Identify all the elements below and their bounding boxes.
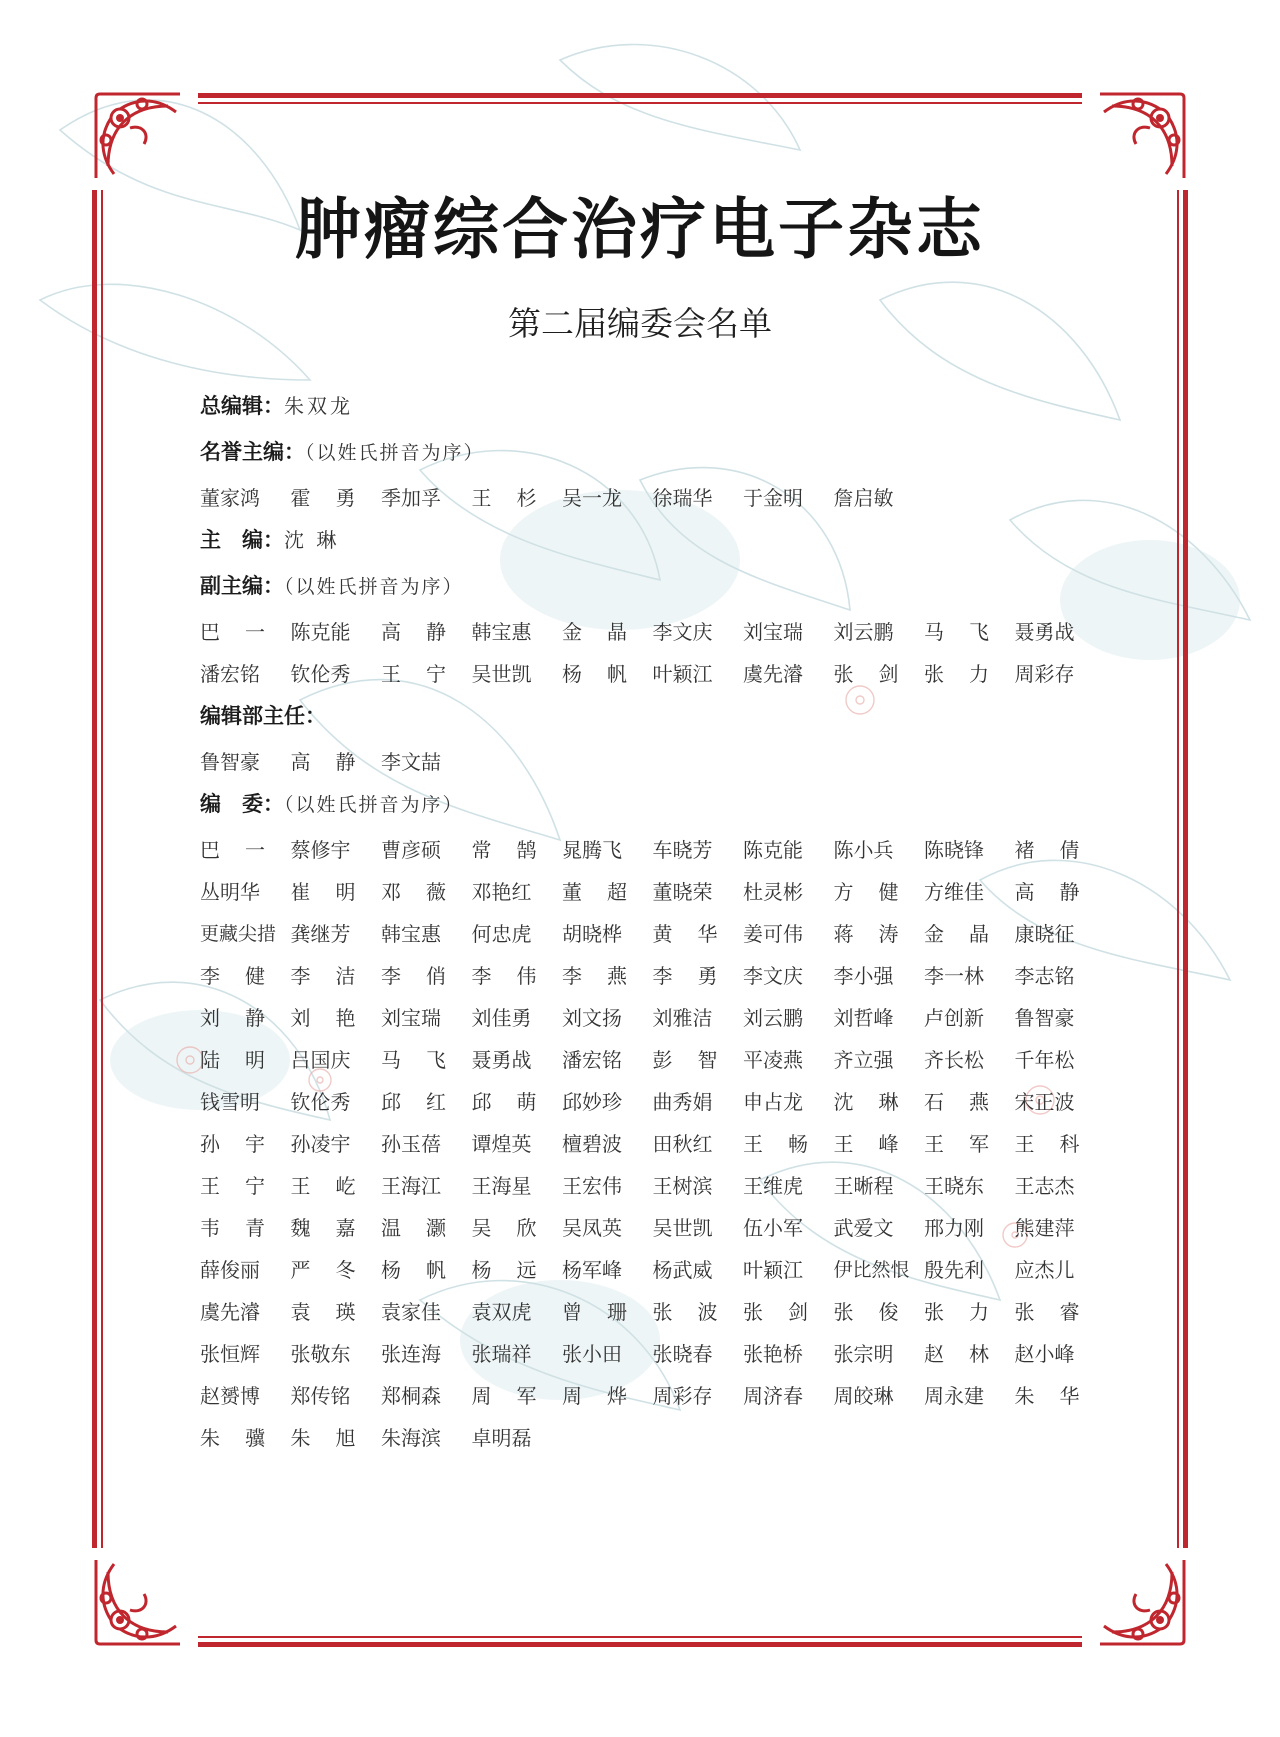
member-name: 刘宝瑞 — [381, 1006, 441, 1030]
member-name: 卢创新 — [924, 1006, 984, 1030]
member-name: 千年松 — [1014, 1048, 1075, 1072]
section-label: 编辑部主任 — [200, 704, 305, 728]
member-name: 伍小军 — [743, 1216, 803, 1240]
member-name: 熊建萍 — [1014, 1216, 1075, 1240]
member-name: 申占龙 — [743, 1090, 803, 1114]
colon: ： — [263, 574, 284, 598]
editor-in-chief-row — [200, 392, 1100, 438]
member-name: 虞先濬 — [743, 662, 803, 686]
member-name: 周济春 — [743, 1384, 803, 1408]
member-name: 伊比然恨 — [833, 1259, 910, 1281]
member-name: 朱海滨 — [381, 1426, 441, 1450]
member-name: 郑桐森 — [381, 1384, 441, 1408]
section-label: 编 委 — [200, 792, 263, 816]
section-value: 沈 琳 — [284, 528, 340, 552]
member-name: 杨 帆 — [381, 1258, 446, 1282]
member-name: 李志铭 — [1014, 964, 1075, 988]
colon: ： — [305, 704, 326, 728]
frame-top-line — [198, 93, 1082, 98]
member-name: 张艳桥 — [743, 1342, 803, 1366]
office-name-list — [200, 748, 1100, 790]
member-name: 陈晓锋 — [924, 838, 984, 862]
member-name: 张 力 — [924, 1300, 989, 1324]
member-name: 杨 帆 — [562, 662, 627, 686]
colon: ： — [263, 394, 284, 418]
member-name: 沈 琳 — [833, 1090, 899, 1114]
member-name: 杜灵彬 — [743, 880, 803, 904]
member-name: 武爱文 — [833, 1216, 894, 1240]
member-name: 张 剑 — [743, 1300, 808, 1324]
member-name: 陈克能 — [743, 838, 803, 862]
corner-ornament-icon — [90, 1554, 186, 1650]
member-name: 袁家佳 — [381, 1300, 441, 1324]
member-name: 李 健 — [200, 964, 265, 988]
member-name: 张 睿 — [1014, 1300, 1080, 1324]
member-name: 张恒辉 — [200, 1342, 260, 1366]
member-name: 曹彦硕 — [381, 838, 441, 862]
member-name: 高 静 — [1014, 880, 1080, 904]
member-name: 张连海 — [381, 1342, 441, 1366]
member-name: 张晓春 — [652, 1342, 713, 1366]
member-name: 刘宝瑞 — [743, 620, 803, 644]
section-note: （以姓氏拼音为序） — [284, 576, 464, 598]
member-name: 虞先濬 — [200, 1300, 260, 1324]
section-note: （以姓氏拼音为序） — [284, 794, 464, 816]
member-name: 严 冬 — [290, 1258, 356, 1282]
member-name: 王晰程 — [833, 1174, 894, 1198]
member-name: 丛明华 — [200, 880, 260, 904]
member-name: 杨武威 — [652, 1258, 713, 1282]
member-name: 王 军 — [924, 1132, 989, 1156]
member-name: 董 超 — [562, 880, 627, 904]
member-name: 殷先利 — [924, 1258, 984, 1282]
member-name: 蔡修宇 — [290, 838, 351, 862]
member-name: 邱妙珍 — [562, 1090, 622, 1114]
member-name: 李 洁 — [290, 964, 356, 988]
honorary-heading — [200, 438, 1100, 484]
member-name: 薛俊丽 — [200, 1258, 260, 1282]
member-name: 田秋红 — [652, 1132, 713, 1156]
member-name: 蒋 涛 — [833, 922, 899, 946]
member-name: 曲秀娟 — [652, 1090, 713, 1114]
member-name: 金 晶 — [924, 922, 989, 946]
deputy-heading — [200, 572, 1100, 618]
member-name: 叶颖江 — [652, 662, 713, 686]
member-name: 郑传铭 — [290, 1384, 351, 1408]
member-name: 周皎琳 — [833, 1384, 894, 1408]
member-name: 董家鸿 — [200, 486, 260, 510]
member-name: 刘 艳 — [290, 1006, 356, 1030]
member-name: 吴 欣 — [471, 1216, 537, 1240]
member-name: 邱 萌 — [471, 1090, 537, 1114]
member-name: 李一林 — [924, 964, 984, 988]
member-name: 车晓芳 — [652, 838, 713, 862]
member-name: 李文庆 — [652, 620, 713, 644]
member-name: 李 勇 — [652, 964, 718, 988]
member-name: 齐立强 — [833, 1048, 894, 1072]
member-name: 常 鹄 — [471, 838, 537, 862]
member-name: 朱 华 — [1014, 1384, 1080, 1408]
member-name: 高 静 — [381, 620, 446, 644]
member-name: 檀碧波 — [562, 1132, 622, 1156]
member-name: 张 力 — [924, 662, 989, 686]
member-name: 钦伦秀 — [290, 1090, 351, 1114]
chief-row — [200, 526, 1100, 572]
frame-bottom-line — [198, 1642, 1082, 1647]
member-name: 李文喆 — [381, 750, 441, 774]
member-name: 王 峰 — [833, 1132, 899, 1156]
member-name: 邢力刚 — [924, 1216, 984, 1240]
member-name: 刘佳勇 — [471, 1006, 532, 1030]
member-name: 应杰儿 — [1014, 1258, 1075, 1282]
member-name: 王 杉 — [471, 486, 537, 510]
member-name: 王晓东 — [924, 1174, 984, 1198]
member-name: 陈克能 — [290, 620, 351, 644]
member-name: 赵赟博 — [200, 1384, 260, 1408]
member-name: 陆 明 — [200, 1048, 265, 1072]
member-name: 叶颖江 — [743, 1258, 803, 1282]
member-name: 张宗明 — [833, 1342, 894, 1366]
member-name: 袁双虎 — [471, 1300, 532, 1324]
member-name: 李 燕 — [562, 964, 627, 988]
member-name: 聂勇战 — [1014, 620, 1075, 644]
member-name: 王 宁 — [200, 1174, 265, 1198]
member-name: 马 飞 — [381, 1048, 446, 1072]
member-name: 康晓征 — [1014, 922, 1075, 946]
colon: ： — [263, 792, 284, 816]
member-name: 聂勇战 — [471, 1048, 532, 1072]
member-name: 吴凤英 — [562, 1216, 622, 1240]
member-name: 王 宁 — [381, 662, 446, 686]
member-name: 张 剑 — [833, 662, 899, 686]
member-name: 何忠虎 — [471, 922, 532, 946]
member-name: 于金明 — [743, 486, 803, 510]
member-name: 彭 智 — [652, 1048, 718, 1072]
colon: ： — [263, 528, 284, 552]
honorary-name-list — [200, 484, 1100, 526]
deputy-name-list — [200, 618, 1100, 702]
member-name: 王志杰 — [1014, 1174, 1075, 1198]
member-name: 巴 一 — [200, 838, 265, 862]
member-name: 邓艳红 — [471, 880, 532, 904]
corner-ornament-icon — [1094, 88, 1190, 184]
member-name: 周彩存 — [652, 1384, 713, 1408]
member-name: 魏 嘉 — [290, 1216, 356, 1240]
member-name: 刘文扬 — [562, 1006, 622, 1030]
page-title: 肿瘤综合治疗电子杂志 — [295, 190, 985, 268]
corner-ornament-icon — [1094, 1554, 1190, 1650]
frame-left-line — [92, 190, 97, 1548]
member-name: 张敬东 — [290, 1342, 351, 1366]
section-label: 主 编 — [200, 528, 263, 552]
member-name: 周永建 — [924, 1384, 984, 1408]
member-name: 王 屹 — [290, 1174, 356, 1198]
member-name: 齐长松 — [924, 1048, 984, 1072]
member-name: 邱 红 — [381, 1090, 446, 1114]
member-name: 朱 旭 — [290, 1426, 356, 1450]
member-name: 平凌燕 — [743, 1048, 803, 1072]
section-label: 总编辑 — [200, 394, 263, 418]
member-name: 邓 薇 — [381, 880, 446, 904]
member-name: 姜可伟 — [743, 922, 803, 946]
member-name: 刘云鹏 — [743, 1006, 803, 1030]
member-name: 曾 珊 — [562, 1300, 627, 1324]
member-name: 刘雅洁 — [652, 1006, 713, 1030]
member-name: 周 烨 — [562, 1384, 627, 1408]
member-name: 孙凌宇 — [290, 1132, 351, 1156]
member-name: 胡晓桦 — [562, 922, 622, 946]
member-name: 孙 宇 — [200, 1132, 265, 1156]
member-name: 方维佳 — [924, 880, 984, 904]
member-name: 巴 一 — [200, 620, 265, 644]
section-value: 朱双龙 — [284, 394, 353, 418]
member-name: 王 畅 — [743, 1132, 808, 1156]
board-heading — [200, 790, 1100, 836]
member-name: 霍 勇 — [290, 486, 356, 510]
member-name: 王树滨 — [652, 1174, 713, 1198]
corner-ornament-icon — [90, 88, 186, 184]
frame-left-inner-line — [101, 190, 103, 1548]
member-name: 金 晶 — [562, 620, 627, 644]
member-name: 温 灏 — [381, 1216, 446, 1240]
member-name: 黄 华 — [652, 922, 718, 946]
colon: ： — [284, 440, 305, 464]
member-name: 吴一龙 — [562, 486, 622, 510]
member-name: 王海星 — [471, 1174, 532, 1198]
frame-top-inner-line — [198, 102, 1082, 104]
member-name: 更藏尖措 — [200, 923, 277, 945]
member-name: 韩宝惠 — [381, 922, 441, 946]
member-name: 潘宏铭 — [562, 1048, 622, 1072]
member-name: 王 科 — [1014, 1132, 1080, 1156]
roster — [200, 392, 1100, 1466]
member-name: 孙玉蓓 — [381, 1132, 441, 1156]
member-name: 卓明磊 — [471, 1426, 532, 1450]
frame-right-inner-line — [1177, 190, 1179, 1548]
frame-bottom-inner-line — [198, 1636, 1082, 1638]
member-name: 张 波 — [652, 1300, 718, 1324]
member-name: 周彩存 — [1014, 662, 1075, 686]
member-name: 王维虎 — [743, 1174, 803, 1198]
member-name: 晁腾飞 — [562, 838, 622, 862]
member-name: 韦 青 — [200, 1216, 265, 1240]
member-name: 王海江 — [381, 1174, 441, 1198]
member-name: 李小强 — [833, 964, 894, 988]
member-name: 吴世凯 — [652, 1216, 713, 1240]
member-name: 刘 静 — [200, 1006, 265, 1030]
member-name: 季加孚 — [381, 486, 441, 510]
member-name: 杨 远 — [471, 1258, 537, 1282]
member-name: 赵 林 — [924, 1342, 989, 1366]
member-name: 张小田 — [562, 1342, 622, 1366]
member-name: 徐瑞华 — [652, 486, 713, 510]
member-name: 潘宏铭 — [200, 662, 260, 686]
member-name: 张 俊 — [833, 1300, 899, 1324]
member-name: 杨军峰 — [562, 1258, 622, 1282]
frame-right-line — [1183, 190, 1188, 1548]
member-name: 宋正波 — [1014, 1090, 1075, 1114]
member-name: 龚继芳 — [290, 922, 351, 946]
member-name: 吴世凯 — [471, 662, 532, 686]
member-name: 高 静 — [290, 750, 356, 774]
member-name: 张瑞祥 — [471, 1342, 532, 1366]
member-name: 王宏伟 — [562, 1174, 622, 1198]
member-name: 谭煌英 — [471, 1132, 532, 1156]
member-name: 吕国庆 — [290, 1048, 351, 1072]
member-name: 钦伦秀 — [290, 662, 351, 686]
member-name: 褚 倩 — [1014, 838, 1080, 862]
member-name: 李 俏 — [381, 964, 446, 988]
member-name: 石 燕 — [924, 1090, 989, 1114]
member-name: 陈小兵 — [833, 838, 894, 862]
member-name: 刘哲峰 — [833, 1006, 894, 1030]
section-label: 副主编 — [200, 574, 263, 598]
member-name: 方 健 — [833, 880, 899, 904]
member-name: 董晓荣 — [652, 880, 713, 904]
member-name: 周 军 — [471, 1384, 537, 1408]
member-name: 李文庆 — [743, 964, 803, 988]
section-note: （以姓氏拼音为序） — [305, 442, 485, 464]
section-label: 名誉主编 — [200, 440, 284, 464]
member-name: 袁 瑛 — [290, 1300, 356, 1324]
member-name: 鲁智豪 — [1014, 1006, 1075, 1030]
office-heading — [200, 702, 1100, 748]
member-name: 朱 骥 — [200, 1426, 265, 1450]
member-name: 钱雪明 — [200, 1090, 260, 1114]
member-name: 詹启敏 — [833, 486, 894, 510]
board-name-list — [200, 836, 1100, 1466]
member-name: 刘云鹏 — [833, 620, 894, 644]
member-name: 赵小峰 — [1014, 1342, 1075, 1366]
member-name: 鲁智豪 — [200, 750, 260, 774]
member-name: 李 伟 — [471, 964, 537, 988]
member-name: 马 飞 — [924, 620, 989, 644]
page-subtitle: 第二届编委会名单 — [508, 304, 772, 343]
member-name: 崔 明 — [290, 880, 356, 904]
member-name: 韩宝惠 — [471, 620, 532, 644]
